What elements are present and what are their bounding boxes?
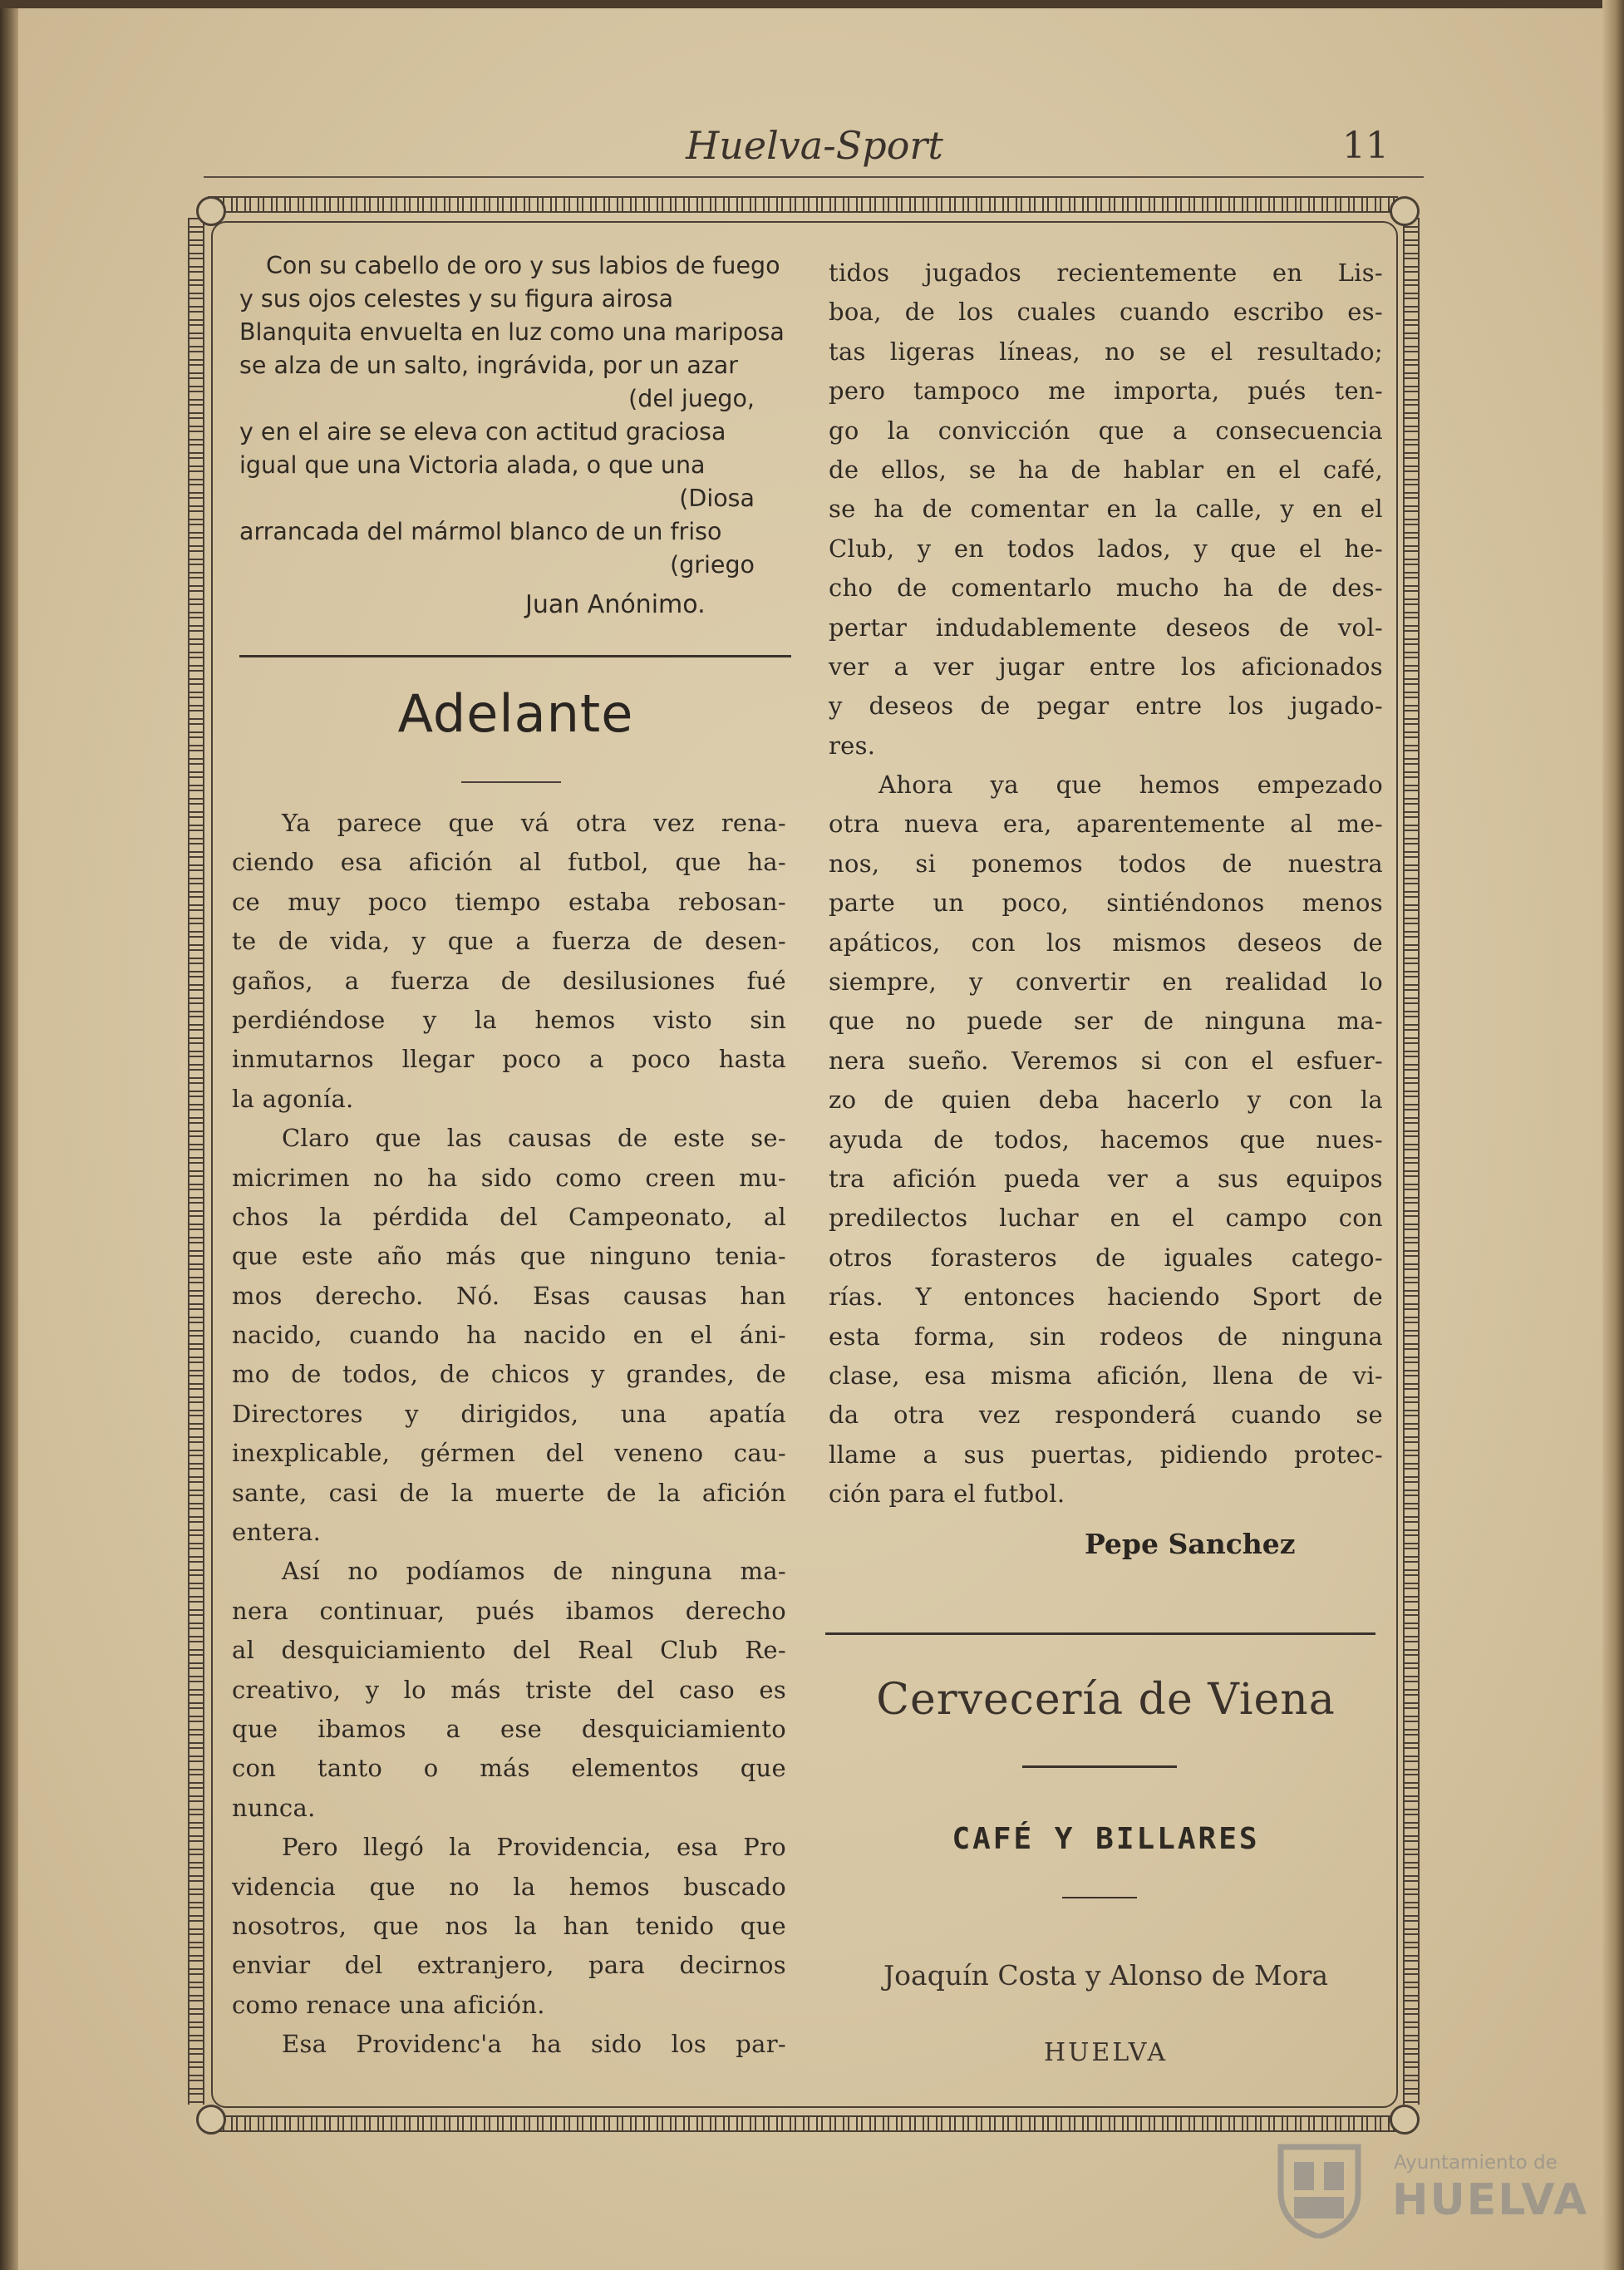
poem-line: igual que una Victoria alada, o que una <box>239 451 706 479</box>
article-line: clase, esa misma afición, llena de vi- <box>829 1361 1383 1390</box>
article-line: mo de todos, de chicos y grandes, de <box>232 1360 786 1389</box>
article-line: tas ligeras líneas, no se el resultado; <box>829 337 1383 366</box>
article-line: tra afición pueda ver a sus equipos <box>829 1164 1383 1193</box>
article-line: mos derecho. Nó. Esas causas han <box>232 1281 786 1310</box>
poem-line: (griego <box>670 551 755 579</box>
article-line: micrimen no ha sido como creen mu- <box>232 1163 786 1192</box>
frame-corner-ornament <box>196 196 226 226</box>
poem-line: arrancada del mármol blanco de un friso <box>239 518 722 545</box>
article-line: creativo, y lo más triste del caso es <box>232 1675 786 1704</box>
header-rule <box>204 176 1424 178</box>
page-number: 11 <box>1342 125 1389 167</box>
article-line: nacido, cuando ha nacido en el áni- <box>232 1321 786 1350</box>
running-title: Huelva-Sport <box>686 123 943 168</box>
top-edge <box>0 0 1624 8</box>
ad-title: Cervecería de Viena <box>876 1675 1336 1725</box>
article-line: te de vida, y que a fuerza de desen- <box>232 927 786 956</box>
article-line: con tanto o más elementos que <box>232 1754 786 1783</box>
article-line: ce muy poco tiempo estaba rebosan- <box>232 887 786 916</box>
article-line: Ahora ya que hemos empezado <box>878 771 1383 800</box>
article-line: videncia que no la hemos buscado <box>232 1872 786 1901</box>
article-line: ciendo esa afición al futbol, que ha- <box>232 848 786 877</box>
article-line: go la convicción que a consecuencia <box>829 416 1383 445</box>
article-line: siempre, y convertir en realidad lo <box>829 968 1383 997</box>
ad-rule-short <box>1062 1897 1137 1898</box>
article-line: como renace una afición. <box>232 1990 545 2019</box>
article-line: boa, de los cuales cuando escribo es- <box>829 298 1383 327</box>
watermark <box>1276 2140 1589 2240</box>
ad-address: Joaquín Costa y Alonso de Mora <box>883 1959 1329 1992</box>
poem-line: Con su cabello de oro y sus labios de fuego <box>266 252 780 279</box>
article-line: Así no podíamos de ninguna ma- <box>282 1557 786 1586</box>
section-divider <box>239 655 791 657</box>
article-right-column <box>829 254 1383 1514</box>
article-line: zo de quien deba hacerlo y con la <box>829 1086 1383 1115</box>
article-line: nera continuar, pués ibamos derecho <box>232 1596 786 1625</box>
poem-line: y sus ojos celestes y su figura airosa <box>239 285 674 313</box>
article-line: chos la pérdida del Campeonato, al <box>232 1202 786 1231</box>
article-line: y deseos de pegar entre los jugado- <box>829 692 1383 721</box>
article-line: ayuda de todos, hacemos que nues- <box>829 1125 1383 1154</box>
poem-line: se alza de un salto, ingrávida, por un azar <box>239 352 738 379</box>
article-line: que este año más que ninguno tenia- <box>232 1242 786 1271</box>
frame-right-border <box>1403 218 1420 2105</box>
ad-subtitle: CAFÉ Y BILLARES <box>952 1822 1260 1856</box>
article-line: parte un poco, sintiéndonos menos <box>829 889 1383 918</box>
watermark-line2: HUELVA <box>1392 2175 1589 2225</box>
article-title: Adelante <box>397 683 634 744</box>
book-spine-shadow <box>0 0 18 2270</box>
article-line: gaños, a fuerza de desilusiones fué <box>232 966 786 995</box>
article-line: inmutarnos llegar poco a poco hasta <box>232 1045 786 1074</box>
article-line: Pero llegó la Providencia, esa Pro <box>282 1833 786 1862</box>
poem-line: (del juego, <box>628 385 755 412</box>
article-line: pertar indudablemente deseos de vol- <box>829 613 1383 642</box>
article-line: llame a sus puertas, pidiendo protec- <box>829 1440 1383 1469</box>
article-line: nunca. <box>232 1793 316 1822</box>
article-line: otros forasteros de iguales catego- <box>829 1243 1383 1272</box>
ad-city: HUELVA <box>1043 2038 1168 2067</box>
article-line: que ibamos a ese desquiciamiento <box>232 1714 786 1743</box>
article-line: esta forma, sin rodeos de ninguna <box>829 1322 1383 1351</box>
article-line: al desquiciamiento del Real Club Re- <box>232 1636 786 1665</box>
article-line: ción para el futbol. <box>829 1480 1065 1509</box>
article-line: rías. Y entonces haciendo Sport de <box>829 1283 1383 1312</box>
article-line: de ellos, se ha de hablar en el café, <box>829 455 1383 484</box>
article-line: nera sueño. Veremos si con el esfuer- <box>829 1046 1383 1075</box>
article-left-column <box>232 804 786 2065</box>
article-line: la agonía. <box>232 1084 354 1113</box>
city-shield-icon <box>1276 2140 1363 2238</box>
poem-signature: Juan Anónimo. <box>525 590 706 619</box>
article-line: nosotros, que nos la han tenido que <box>232 1911 786 1940</box>
frame-corner-ornament <box>1390 196 1420 226</box>
article-line: Directores y dirigidos, una apatía <box>232 1399 786 1428</box>
article-line: cho de comentarlo mucho ha de des- <box>829 574 1383 603</box>
article-line: res. <box>829 731 876 760</box>
article-line: apáticos, con los mismos deseos de <box>829 928 1383 957</box>
article-line: Esa Providenc'a ha sido los par- <box>282 2030 786 2059</box>
article-line: Ya parece que vá otra vez rena- <box>282 809 786 837</box>
watermark-line1: Ayuntamiento de <box>1394 2152 1558 2174</box>
frame-corner-ornament <box>1390 2105 1420 2135</box>
article-line: predilectos luchar en el campo con <box>829 1204 1383 1233</box>
article-line: que no puede ser de ninguna ma- <box>829 1007 1383 1036</box>
article-line: entera. <box>232 1518 322 1547</box>
frame-left-border <box>188 218 204 2105</box>
article-line: otra nueva era, aparentemente al me- <box>829 810 1383 839</box>
article-line: tidos jugados recientemente en Lis- <box>829 259 1383 287</box>
article-line: nos, si ponemos todos de nuestra <box>829 849 1383 878</box>
article-line: ver a ver jugar entre los aficionados <box>829 652 1383 681</box>
poem-line: y en el aire se eleva con actitud graciosa <box>239 418 726 446</box>
article-author: Pepe Sanchez <box>1085 1528 1296 1560</box>
frame-bottom-border <box>208 2115 1398 2132</box>
article-line: da otra vez responderá cuando se <box>829 1401 1383 1430</box>
article-line: enviar del extranjero, para decirnos <box>232 1951 786 1980</box>
article-line: perdiéndose y la hemos visto sin <box>232 1005 786 1034</box>
article-line: sante, casi de la muerte de la afición <box>232 1478 786 1507</box>
frame-top-border <box>208 196 1398 213</box>
article-line: Claro que las causas de este se- <box>282 1124 786 1153</box>
article-line: inexplicable, gérmen del veneno cau- <box>232 1439 786 1468</box>
article-line: pero tampoco me importa, pués ten- <box>829 377 1383 406</box>
frame-corner-ornament <box>196 2105 226 2135</box>
poem-line: Blanquita envuelta en luz como una mariposa <box>239 318 785 346</box>
article-line: se ha de comentar en la calle, y en el <box>829 495 1383 524</box>
title-dash <box>461 781 561 783</box>
ad-divider <box>825 1632 1375 1635</box>
poem-line: (Diosa <box>679 485 755 512</box>
poem <box>239 249 792 582</box>
right-edge <box>1602 0 1624 2270</box>
article-line: Club, y en todos lados, y que el he- <box>829 534 1383 563</box>
ad-rule <box>1022 1765 1177 1768</box>
